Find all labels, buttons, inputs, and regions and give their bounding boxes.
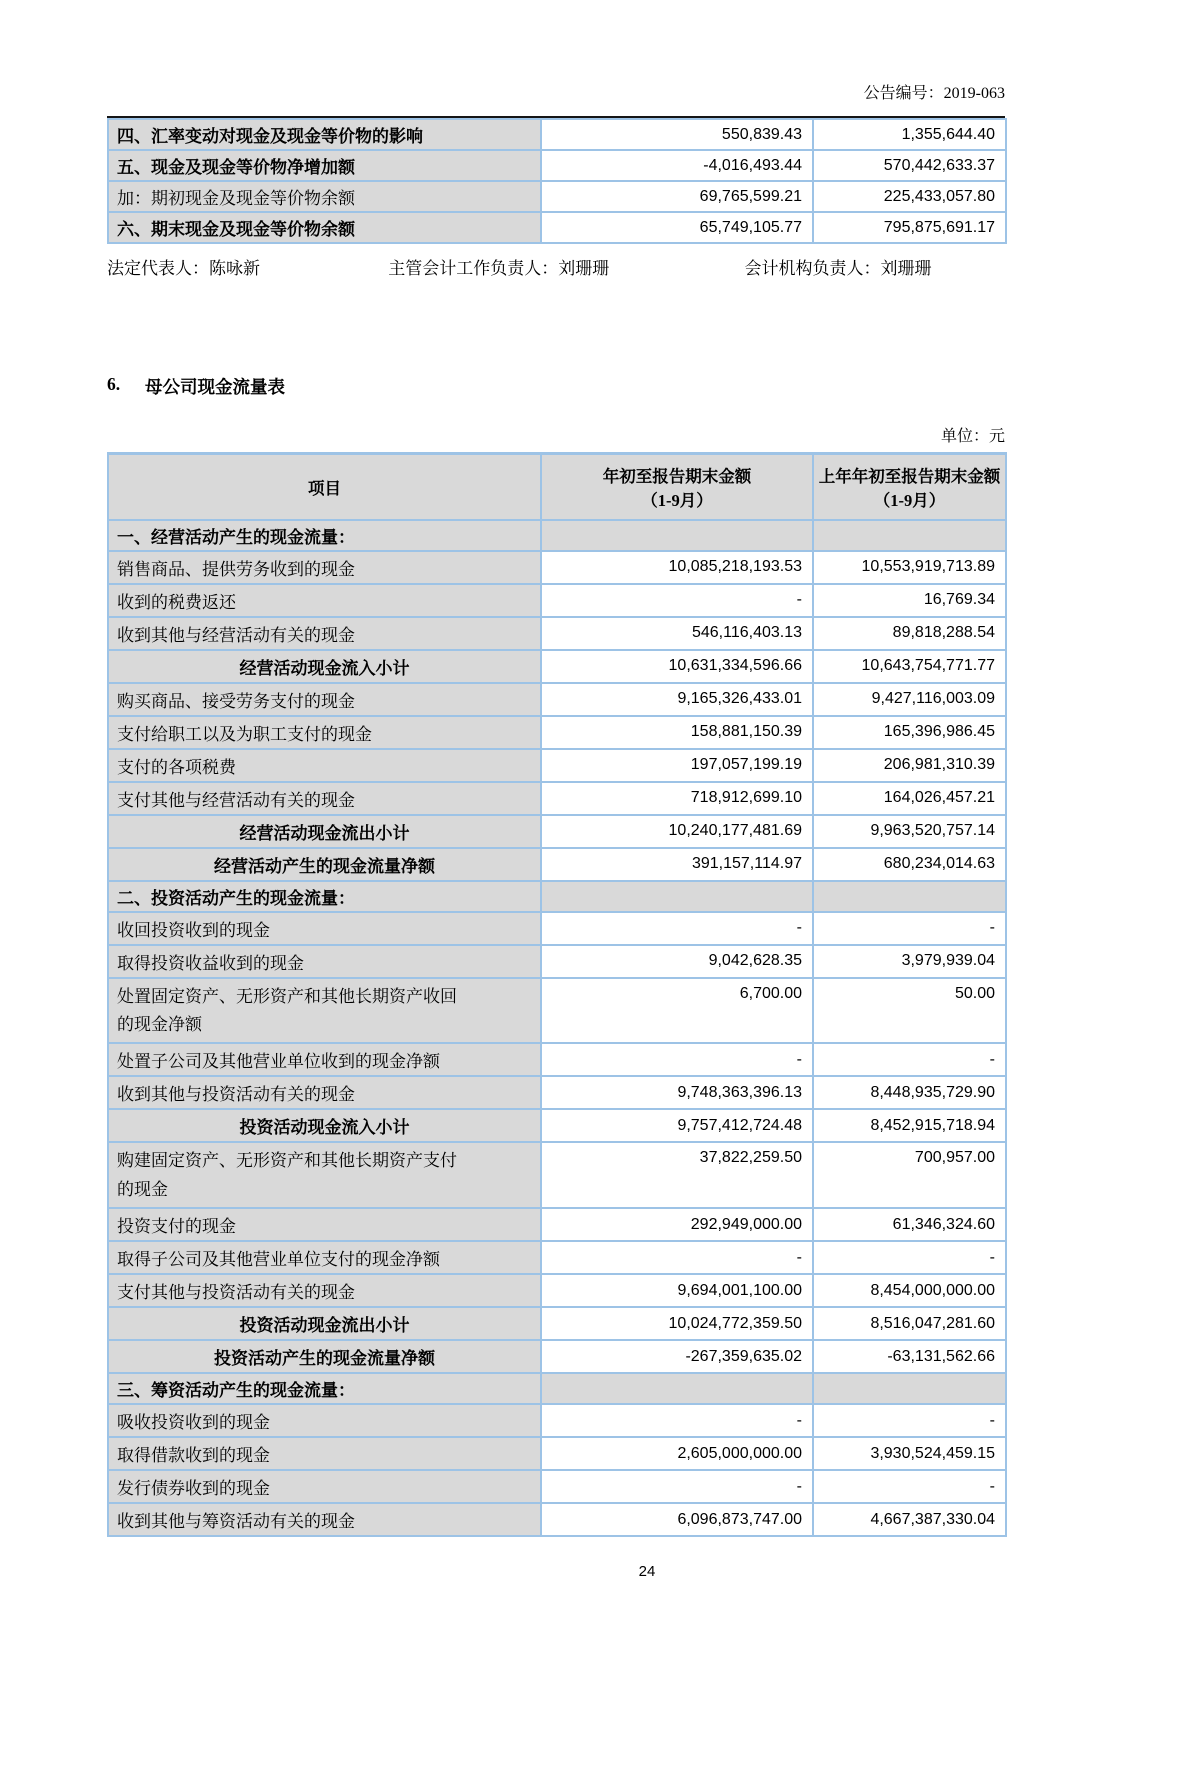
current-period-value-cell	[541, 881, 813, 912]
row-label-cell: 处置子公司及其他营业单位收到的现金净额	[108, 1043, 541, 1076]
current-period-value-cell: 158,881,150.39	[541, 716, 813, 749]
current-period-value-cell: -267,359,635.02	[541, 1340, 813, 1373]
table-row	[108, 1043, 1006, 1076]
row-label-cell: 收到的税费返还	[108, 584, 541, 617]
table-row	[108, 119, 1006, 150]
current-period-value-cell: 9,757,412,724.48	[541, 1109, 813, 1142]
row-label-cell: 取得子公司及其他营业单位支付的现金净额	[108, 1241, 541, 1274]
prior-period-value-cell: -	[813, 912, 1006, 945]
prior-period-value-cell: 225,433,057.80	[813, 181, 1006, 212]
table-row	[108, 978, 1006, 1044]
prior-period-value-cell: 680,234,014.63	[813, 848, 1006, 881]
chief-accounting-officer: 主管会计工作负责人：刘珊珊	[388, 259, 610, 278]
prior-period-value-cell: 50.00	[813, 978, 1006, 1044]
table-row	[108, 749, 1006, 782]
current-period-value-cell: -	[541, 1241, 813, 1274]
table-row	[108, 1503, 1006, 1536]
row-label-cell: 投资支付的现金	[108, 1208, 541, 1241]
table-row	[108, 1340, 1006, 1373]
row-label-cell: 三、筹资活动产生的现金流量：	[108, 1373, 541, 1404]
current-period-value-cell: 65,749,105.77	[541, 212, 813, 243]
row-label-cell: 二、投资活动产生的现金流量：	[108, 881, 541, 912]
row-label-cell: 四、汇率变动对现金及现金等价物的影响	[108, 119, 541, 150]
cash-flow-summary-body	[108, 119, 1006, 243]
table-row	[108, 1404, 1006, 1437]
column-header-prior-sub: （1-9月）	[873, 490, 946, 510]
column-header-prior	[813, 454, 1006, 520]
current-period-value-cell: -	[541, 1470, 813, 1503]
current-period-value-cell: 550,839.43	[541, 119, 813, 150]
row-label-cell: 取得投资收益收到的现金	[108, 945, 541, 978]
current-period-value-cell	[541, 1373, 813, 1404]
accounting-dept-head: 会计机构负责人：刘珊珊	[744, 259, 932, 278]
current-period-value-cell: -	[541, 1404, 813, 1437]
prior-period-value-cell: 9,963,520,757.14	[813, 815, 1006, 848]
table-row	[108, 1109, 1006, 1142]
row-label-cell: 处置固定资产、无形资产和其他长期资产收回的现金净额	[108, 978, 541, 1044]
row-label-cell: 五、现金及现金等价物净增加额	[108, 150, 541, 181]
current-period-value-cell: 10,240,177,481.69	[541, 815, 813, 848]
column-header-prior-title: 上年年初至报告期末金额	[818, 466, 1001, 486]
current-period-value-cell: 69,765,599.21	[541, 181, 813, 212]
column-header-item: 项目	[108, 454, 541, 520]
signature-line	[107, 254, 1005, 279]
table-row	[108, 782, 1006, 815]
row-label-cell: 支付其他与经营活动有关的现金	[108, 782, 541, 815]
row-label-cell: 投资活动现金流入小计	[108, 1109, 541, 1142]
current-period-value-cell: 9,694,001,100.00	[541, 1274, 813, 1307]
table-row	[108, 1470, 1006, 1503]
cash-flow-summary-table	[107, 118, 1007, 244]
row-label-cell: 吸收投资收到的现金	[108, 1404, 541, 1437]
current-period-value-cell: 292,949,000.00	[541, 1208, 813, 1241]
prior-period-value-cell: 3,930,524,459.15	[813, 1437, 1006, 1470]
row-label-cell: 收到其他与投资活动有关的现金	[108, 1076, 541, 1109]
current-period-value-cell: -	[541, 1043, 813, 1076]
row-label-cell: 经营活动现金流出小计	[108, 815, 541, 848]
section-number: 6.	[107, 374, 121, 394]
row-label-cell: 投资活动产生的现金流量净额	[108, 1340, 541, 1373]
prior-period-value-cell: 61,346,324.60	[813, 1208, 1006, 1241]
table-row	[108, 212, 1006, 243]
announcement-number: 公告编号：2019-063	[863, 85, 1005, 102]
prior-period-value-cell: 8,516,047,281.60	[813, 1307, 1006, 1340]
table-row	[108, 881, 1006, 912]
current-period-value-cell	[541, 520, 813, 551]
parent-company-cash-flow-table	[107, 452, 1007, 1537]
current-period-value-cell: 6,700.00	[541, 978, 813, 1044]
prior-period-value-cell: 4,667,387,330.04	[813, 1503, 1006, 1536]
current-period-value-cell: 391,157,114.97	[541, 848, 813, 881]
row-label-cell: 取得借款收到的现金	[108, 1437, 541, 1470]
table-row	[108, 683, 1006, 716]
current-period-value-cell: 9,748,363,396.13	[541, 1076, 813, 1109]
table-row	[108, 815, 1006, 848]
prior-period-value-cell: 206,981,310.39	[813, 749, 1006, 782]
prior-period-value-cell: 795,875,691.17	[813, 212, 1006, 243]
current-period-value-cell: 197,057,199.19	[541, 749, 813, 782]
current-period-value-cell: 546,116,403.13	[541, 617, 813, 650]
row-label-cell: 加：期初现金及现金等价物余额	[108, 181, 541, 212]
row-label-cell: 投资活动现金流出小计	[108, 1307, 541, 1340]
row-label-cell: 销售商品、提供劳务收到的现金	[108, 551, 541, 584]
page-number: 24	[638, 1563, 656, 1581]
prior-period-value-cell	[813, 520, 1006, 551]
table-row	[108, 1241, 1006, 1274]
row-label-cell: 收回投资收到的现金	[108, 912, 541, 945]
prior-period-value-cell: -	[813, 1470, 1006, 1503]
current-period-value-cell: 718,912,699.10	[541, 782, 813, 815]
document-page	[107, 80, 1005, 1580]
current-period-value-cell: 10,024,772,359.50	[541, 1307, 813, 1340]
table-row	[108, 945, 1006, 978]
row-label-cell: 收到其他与筹资活动有关的现金	[108, 1503, 541, 1536]
column-header-current	[541, 454, 813, 520]
table-row	[108, 150, 1006, 181]
document-header	[107, 80, 1005, 118]
table-row	[108, 1208, 1006, 1241]
section-heading	[107, 374, 1005, 399]
prior-period-value-cell: 89,818,288.54	[813, 617, 1006, 650]
row-label-cell: 支付给职工以及为职工支付的现金	[108, 716, 541, 749]
table-row	[108, 1076, 1006, 1109]
prior-period-value-cell: 3,979,939.04	[813, 945, 1006, 978]
prior-period-value-cell: 1,355,644.40	[813, 119, 1006, 150]
table-row	[108, 716, 1006, 749]
prior-period-value-cell	[813, 1373, 1006, 1404]
prior-period-value-cell: -63,131,562.66	[813, 1340, 1006, 1373]
column-header-current-sub: （1-9月）	[641, 490, 713, 510]
prior-period-value-cell: -	[813, 1043, 1006, 1076]
table-header	[108, 454, 1006, 520]
table-row	[108, 584, 1006, 617]
table-row	[108, 1373, 1006, 1404]
prior-period-value-cell: 165,396,986.45	[813, 716, 1006, 749]
row-label-cell: 经营活动产生的现金流量净额	[108, 848, 541, 881]
current-period-value-cell: 10,631,334,596.66	[541, 650, 813, 683]
prior-period-value-cell: 8,452,915,718.94	[813, 1109, 1006, 1142]
table-row	[108, 912, 1006, 945]
prior-period-value-cell: 570,442,633.37	[813, 150, 1006, 181]
current-period-value-cell: 9,042,628.35	[541, 945, 813, 978]
row-label-cell: 经营活动现金流入小计	[108, 650, 541, 683]
current-period-value-cell: -4,016,493.44	[541, 150, 813, 181]
unit-label: 单位：元	[940, 428, 1005, 445]
row-label-cell: 支付其他与投资活动有关的现金	[108, 1274, 541, 1307]
row-label-cell: 六、期末现金及现金等价物余额	[108, 212, 541, 243]
table-row	[108, 1437, 1006, 1470]
table-row	[108, 181, 1006, 212]
current-period-value-cell: 37,822,259.50	[541, 1142, 813, 1208]
prior-period-value-cell: 16,769.34	[813, 584, 1006, 617]
prior-period-value-cell: -	[813, 1241, 1006, 1274]
row-label-cell: 收到其他与经营活动有关的现金	[108, 617, 541, 650]
prior-period-value-cell: 10,553,919,713.89	[813, 551, 1006, 584]
row-label-cell: 发行债券收到的现金	[108, 1470, 541, 1503]
row-label-cell: 购建固定资产、无形资产和其他长期资产支付的现金	[108, 1142, 541, 1208]
row-label-cell: 购买商品、接受劳务支付的现金	[108, 683, 541, 716]
prior-period-value-cell: 8,448,935,729.90	[813, 1076, 1006, 1109]
prior-period-value-cell: 164,026,457.21	[813, 782, 1006, 815]
current-period-value-cell: 10,085,218,193.53	[541, 551, 813, 584]
prior-period-value-cell: -	[813, 1404, 1006, 1437]
table-body	[108, 520, 1006, 1537]
table-row	[108, 1307, 1006, 1340]
row-label-cell: 支付的各项税费	[108, 749, 541, 782]
table-row	[108, 1274, 1006, 1307]
table-row	[108, 617, 1006, 650]
table-header-row	[108, 454, 1006, 520]
current-period-value-cell: -	[541, 912, 813, 945]
table-row	[108, 848, 1006, 881]
prior-period-value-cell	[813, 881, 1006, 912]
prior-period-value-cell: 8,454,000,000.00	[813, 1274, 1006, 1307]
current-period-value-cell: 2,605,000,000.00	[541, 1437, 813, 1470]
current-period-value-cell: 9,165,326,433.01	[541, 683, 813, 716]
table-row	[108, 551, 1006, 584]
current-period-value-cell: -	[541, 584, 813, 617]
table-row	[108, 650, 1006, 683]
column-header-current-title: 年初至报告期末金额	[602, 466, 752, 486]
prior-period-value-cell: 700,957.00	[813, 1142, 1006, 1208]
table-row	[108, 520, 1006, 551]
current-period-value-cell: 6,096,873,747.00	[541, 1503, 813, 1536]
table-row	[108, 1142, 1006, 1208]
row-label-cell: 一、经营活动产生的现金流量：	[108, 520, 541, 551]
legal-representative: 法定代表人：陈咏新	[107, 259, 260, 278]
prior-period-value-cell: 10,643,754,771.77	[813, 650, 1006, 683]
section-title: 母公司现金流量表	[145, 377, 285, 397]
prior-period-value-cell: 9,427,116,003.09	[813, 683, 1006, 716]
